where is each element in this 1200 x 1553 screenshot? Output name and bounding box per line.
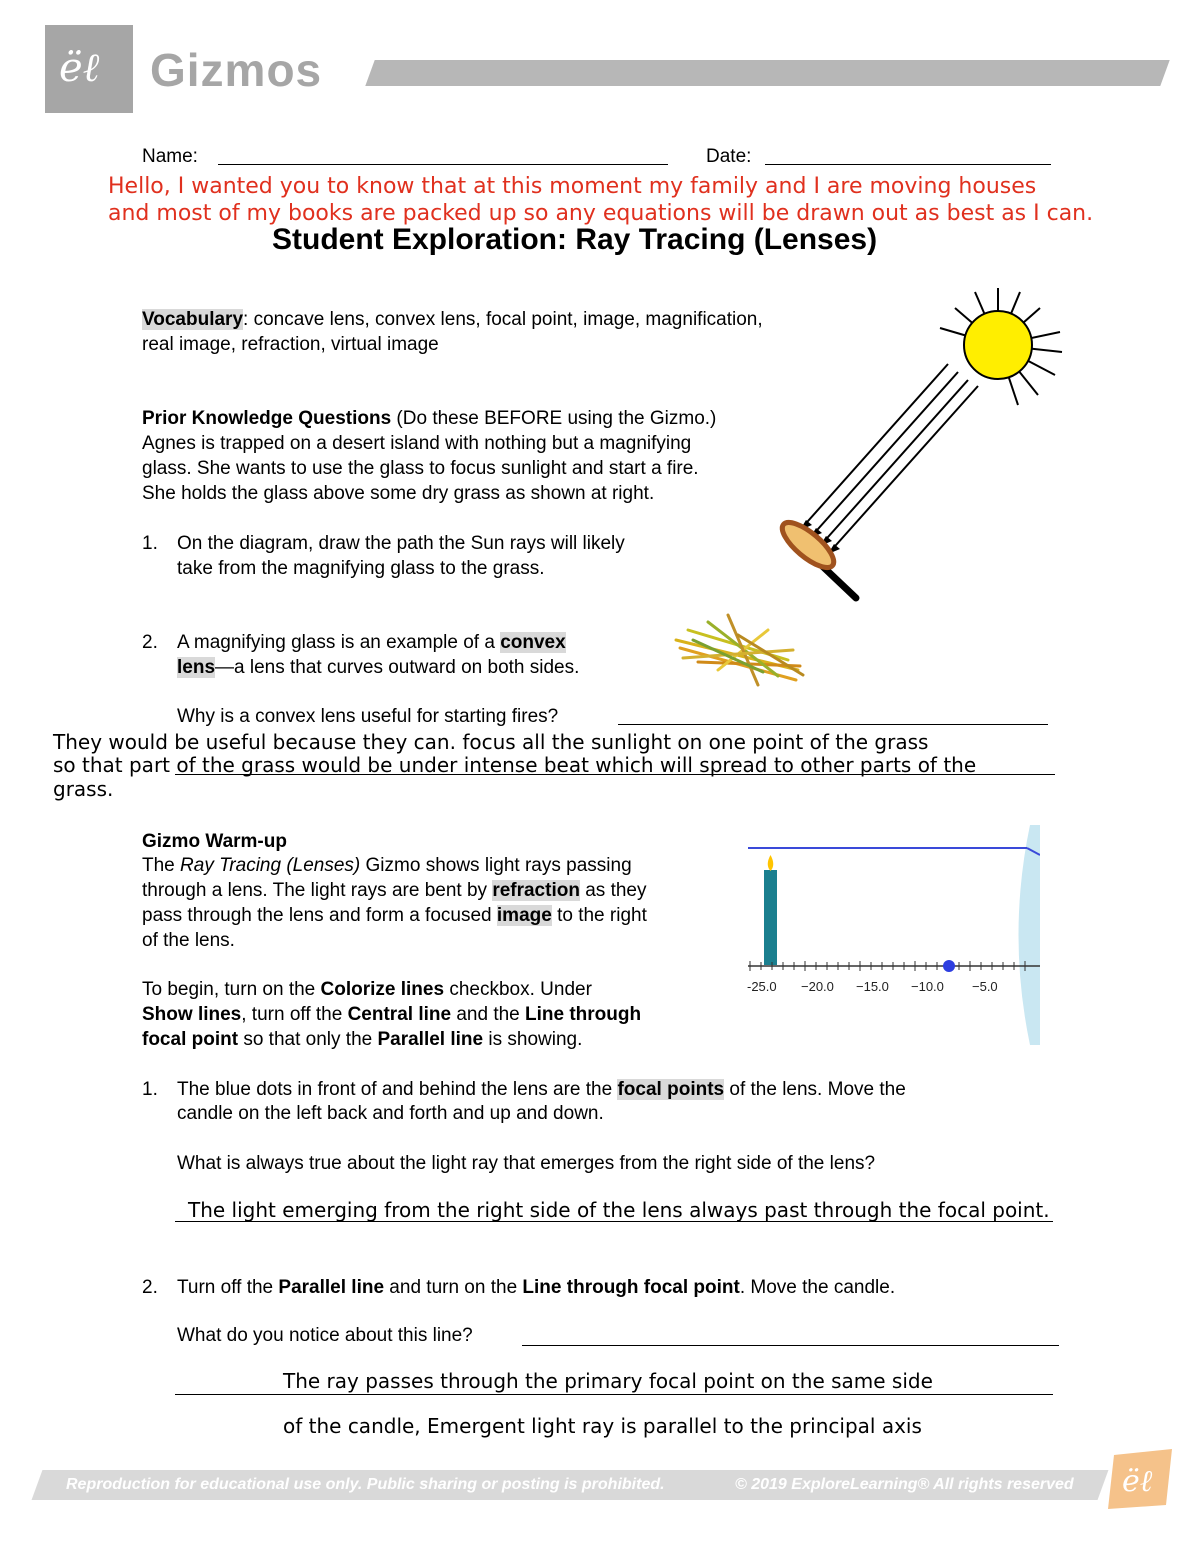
prior-q2-definition: —a lens that curves outward on both sides. [215,657,580,678]
axis-tick-label: −10.0 [911,979,944,994]
svg-text:ëℓ: ëℓ [1122,1464,1153,1499]
vocabulary-terms: : concave lens, convex lens, focal point, image, magnification, [243,309,763,330]
vocabulary-line-1 [142,308,763,332]
term-lens: lens [177,657,216,678]
warmup-p1-line-3: pass through the lens and form a focused image to the right [142,905,647,926]
warmup-p1-line-4: of the lens. [142,930,235,951]
footer-disclaimer: Reproduction for educational use only. Public sharing or posting is prohibited. [66,1476,665,1493]
prior-text-2: glass. She wants to use the glass to focus sunlight and start a fire. [142,458,699,479]
light-rays [800,364,978,554]
axis-tick-label: −15.0 [856,979,889,994]
warmup-q2-line-1: Turn off the Parallel line and turn on the Line through focal point. Move the candle. [177,1277,896,1298]
prior-q2-question: Why is a convex lens useful for starting fires? [177,706,559,727]
header-bar [365,60,1169,86]
warmup-q2-answer-line[interactable] [522,1345,1059,1346]
prior-q1-line-1: On the diagram, draw the path the Sun rays will likely [177,533,625,554]
focal-point-dot[interactable] [943,960,955,972]
footer-copyright: © 2019 ExploreLearning® All rights reserved [735,1476,1074,1493]
warmup-q2-answer-2: of the candle, Emergent light ray is parallel to the principal axis [283,1414,922,1438]
term-image: image [496,905,552,926]
dry-grass-image [668,600,808,700]
warmup-q2-answer-1: The ray passes through the primary focal point on the same side [283,1369,933,1393]
warmup-p2-line-1: To begin, turn on the Colorize lines checkbox. Under [142,979,592,1000]
answer-underline [175,774,1055,775]
axis-tick-label: -25.0 [747,979,777,994]
magnifying-glass-icon [776,515,856,598]
gizmo-name: Ray Tracing (Lenses) [180,855,361,876]
prior-q2-answer-2: so that part of the grass would be under intense beat which will spread to other parts of the [53,753,977,777]
prior-q2-line-1 [177,631,566,655]
sun-icon [964,311,1032,379]
warmup-p2-line-3: focal point so that only the Parallel line is showing. [142,1029,583,1050]
term-convex: convex [500,632,566,653]
footer-logo-icon [1100,1445,1180,1515]
warmup-p2-line-2: Show lines, turn off the Central line and the Line through [142,1004,642,1025]
prior-q1-line-2: take from the magnifying glass to the grass. [177,558,545,579]
prior-text-1: Agnes is trapped on a desert island with nothing but a magnifying [142,433,692,454]
date-label: Date: [706,146,752,167]
explorelearning-logo [45,25,133,113]
warmup-q1-line-2: candle on the left back and forth and up and down. [177,1103,604,1124]
name-field[interactable] [218,164,668,165]
axis-tick-label: −5.0 [972,979,998,994]
warmup-q1-line-1: The blue dots in front of and behind the lens are the focal points of the lens. Move the [177,1079,906,1100]
prior-heading: Prior Knowledge Questions [142,408,392,429]
gizmo-screenshot [745,825,1040,1045]
warmup-q1-number: 1. [142,1079,158,1100]
page-title: Student Exploration: Ray Tracing (Lenses) [272,223,878,256]
term-refraction: refraction [492,880,580,901]
term-focal-points: focal points [617,1079,725,1100]
axis-tick-label: −20.0 [801,979,834,994]
warmup-q1-question: What is always true about the light ray that emerges from the right side of the lens? [177,1153,876,1174]
brand-title: Gizmos [150,44,323,96]
vocabulary-label: Vocabulary [142,309,244,330]
note-line-1: Hello, I wanted you to know that at this moment my family and I are moving houses [108,174,1037,199]
name-label: Name: [142,146,198,167]
warmup-q1-answer: The light emerging from the right side of the lens always past through the focal point. [188,1198,1050,1222]
prior-heading-line [142,407,716,431]
warmup-heading: Gizmo Warm-up [142,831,287,852]
vocabulary-line-2: real image, refraction, virtual image [142,334,439,355]
prior-heading-note: (Do these BEFORE using the Gizmo.) [391,408,717,429]
prior-q2-answer-3: grass. [53,777,114,801]
sun-magnifier-diagram [770,280,1080,610]
lens-shape [1019,825,1041,1045]
candle-icon [764,870,777,965]
prior-q2-answer-1: They would be useful because they can. focus all the sunlight on one point of the grass [53,730,929,754]
prior-q2-text: A magnifying glass is an example of a [177,632,501,653]
flame-icon [768,855,774,871]
warmup-q2-question: What do you notice about this line? [177,1325,473,1346]
control-colorize-lines: Colorize lines [320,979,445,1000]
warmup-q2-number: 2. [142,1277,158,1298]
warmup-p1-line-2: through a lens. The light rays are bent by refraction as they [142,880,647,901]
warmup-q1-answer-line[interactable] [175,1221,1053,1222]
prior-text-3: She holds the glass above some dry grass as shown at right. [142,483,655,504]
date-field[interactable] [765,164,1051,165]
prior-q2-number: 2. [142,632,158,653]
prior-q2-answer-line[interactable] [618,724,1048,725]
prior-q1-number: 1. [142,533,158,554]
warmup-p1-line-1: The Ray Tracing (Lenses) Gizmo shows light rays passing [142,855,632,876]
note-line-2: and most of my books are packed up so any equations will be drawn out as best as I can. [108,201,1094,226]
logo-mark: ëℓ [59,45,100,91]
prior-q2-line-2 [177,656,579,680]
warmup-q2-answer-line-2[interactable] [175,1394,1053,1395]
